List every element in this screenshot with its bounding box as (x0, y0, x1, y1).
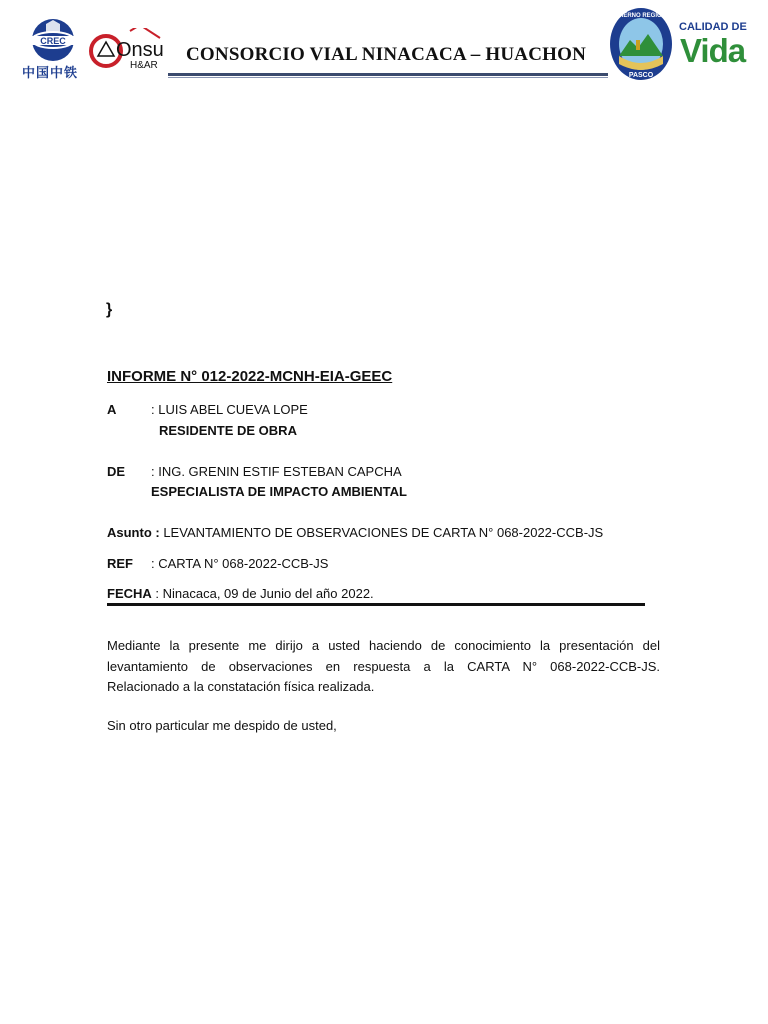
body-line-1: Mediante la presente me dirijo a usted haciendo de conocimiento la presentación del (107, 638, 660, 653)
body-paragraph (107, 636, 660, 698)
crec-logo-text: 中国中铁 (22, 65, 79, 80)
calidad-de-vida-logo-top: CALIDAD DE (679, 21, 747, 33)
to-label: A (107, 402, 117, 417)
ref-label: REF (107, 556, 133, 571)
date-label: FECHA (107, 586, 152, 601)
subject-label: Asunto : (107, 525, 160, 540)
informe-title: INFORME N° 012-2022-MCNH-EIA-GEEC (107, 368, 393, 385)
subject-line (107, 525, 603, 541)
pasco-ring-top-text: GOBIERNO REGIONAL (608, 13, 674, 19)
gobierno-regional-pasco-seal (608, 6, 674, 82)
subject-value: LEVANTAMIENTO DE OBSERVACIONES DE CARTA N° 068-2022-CCB-JS (159, 525, 604, 540)
from-role: ESPECIALISTA DE IMPACTO AMBIENTAL (151, 484, 407, 499)
consu-logo (88, 28, 163, 74)
to-value: : LUIS ABEL CUEVA LOPE (151, 402, 308, 417)
date-divider (107, 603, 645, 606)
date-line (107, 586, 374, 602)
body-line-2: levantamiento de observaciones en respuesta a la CARTA N° 068-2022-CCB-JS. (107, 658, 660, 674)
pasco-ring-bottom-text: PASCO (628, 72, 654, 79)
header-divider (168, 73, 608, 76)
consu-sub-text: H&AR (130, 60, 158, 71)
calidad-de-vida-logo-main: Vida (680, 32, 746, 69)
header-divider-thin (168, 77, 608, 78)
stray-brace: } (106, 301, 113, 318)
page-title: CONSORCIO VIAL NINACACA – HUACHON (186, 44, 587, 65)
body-line-3: Relacionado a la constatación física realizada. (107, 679, 375, 694)
from-value: : ING. GRENIN ESTIF ESTEBAN CAPCHA (151, 464, 402, 479)
crec-badge-text: CREC (40, 36, 66, 46)
to-role: RESIDENTE DE OBRA (159, 423, 297, 438)
date-value: : Ninacaca, 09 de Junio del año 2022. (151, 586, 374, 601)
ref-value: : CARTA N° 068-2022-CCB-JS (151, 556, 329, 571)
closing-line: Sin otro particular me despido de usted, (107, 718, 337, 733)
consu-main-text: Onsu (116, 39, 163, 61)
from-label: DE (107, 464, 126, 479)
